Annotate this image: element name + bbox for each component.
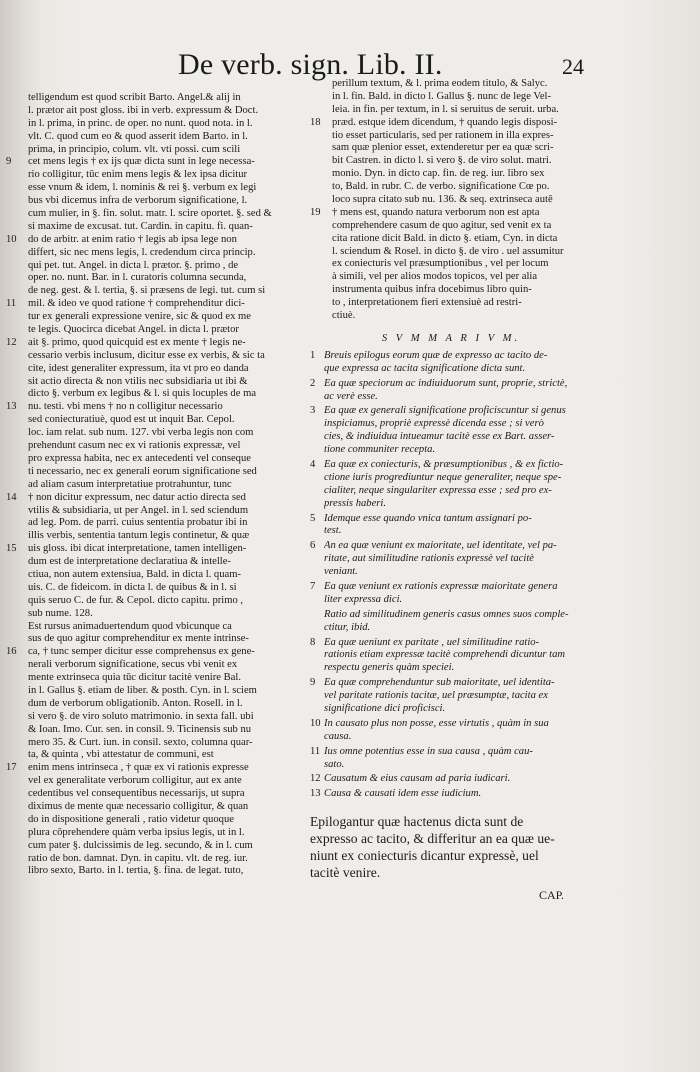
line-text: de neg. gest. & l. tertia, §. si præsens de legi. tut. cum si — [28, 285, 266, 297]
entry-number: 2 — [310, 377, 316, 389]
entry-line: sato. — [324, 758, 345, 770]
line-text: quis seruo C. de fur. & Cepol. dicto capitu. primo , — [28, 594, 244, 606]
summarium-heading: S V M M A R I V M. — [381, 332, 521, 344]
text-line — [6, 221, 308, 234]
text-line — [310, 284, 592, 297]
summarium-entry — [310, 609, 592, 635]
entry-line: rationis etiam expressæ tacitè comprehendi dicuntur tam — [324, 649, 566, 661]
entry-number: 5 — [310, 512, 316, 524]
entry-line: Ius omne potentius esse in sua causa , quàm cau- — [324, 745, 533, 757]
chapter-epilogue — [310, 813, 592, 881]
summarium-list — [310, 350, 592, 801]
line-text: cum pater §. dulcissimis de leg. secundo, & in l. cum — [28, 839, 253, 851]
text-line — [6, 169, 308, 182]
summarium-entry — [310, 513, 592, 539]
text-line — [6, 388, 308, 401]
line-text: pro expressa habita, nec ex antecedenti vel conseque — [28, 452, 251, 464]
margin-number: 9 — [6, 156, 12, 168]
line-text: sus de quo agitur comprehenditur ex mente intrinse- — [28, 633, 249, 645]
margin-number: 16 — [6, 646, 17, 658]
line-text: loco supra citato sub nu. 136. & seq. extrinseca autē — [332, 194, 553, 206]
text-line — [6, 569, 308, 582]
line-text: to, Bald. in rubr. C. de verbo. significatione Cœ po. — [332, 181, 550, 193]
text-line — [6, 556, 308, 569]
text-line — [6, 105, 308, 118]
line-text: tio esset particularis, sed per rationem in illa expres- — [332, 129, 554, 141]
entry-line: In causato plus non posse, esse virtutis , quàm in sua — [324, 717, 549, 729]
summarium-entry — [310, 773, 592, 786]
text-line — [6, 453, 308, 466]
summarium-entry — [310, 677, 592, 716]
line-text: plura cōprehendere quàm verba ipsius legis, ut in l. — [28, 826, 245, 838]
text-line — [6, 543, 308, 556]
line-text: à simili, vel per alios modos topicos, vel per alia — [332, 271, 538, 283]
text-line — [6, 337, 308, 350]
text-line — [310, 297, 592, 310]
line-text: ca, † tunc semper dicitur esse comprehensus ex gene- — [28, 646, 255, 658]
text-line — [6, 840, 308, 853]
text-line — [310, 310, 592, 323]
line-text: uis. C. de fideicom. in dicta l. de quibus & in l. si — [28, 581, 237, 593]
text-line — [6, 479, 308, 492]
text-line — [310, 181, 592, 194]
text-line — [6, 775, 308, 788]
entry-number: 7 — [310, 580, 316, 592]
line-text: ad leg. Pom. de parri. cuius sententia probatur ibi in — [28, 517, 248, 529]
epilogue-line: tacitè venire. — [310, 865, 381, 881]
line-text: differt, sic nec mens legis, l. credendum circa princip. — [28, 246, 256, 258]
entry-line: Ea quæ ex coniecturis, & præsumptionibus , & ex fictio- — [324, 458, 564, 470]
line-text: do de arbitr. at enim ratio † legis ab ipsa lege non — [28, 233, 237, 245]
text-line — [6, 827, 308, 840]
line-text: sub nume. 128. — [28, 607, 93, 619]
line-text: do in dispositione generali , ratio videtur quoque — [28, 813, 234, 825]
line-text: qui pet. tut. Angel. in dicta l. prætor. §. primo , de — [28, 259, 239, 271]
line-text: monio. Dyn. in dicto cap. fin. de reg. iur. libro sex — [332, 168, 545, 180]
entry-line: ac verè esse. — [324, 390, 378, 402]
summarium-entry — [310, 459, 592, 511]
entry-number: 10 — [310, 717, 321, 729]
entry-line: Ea quæ ex generali significatione proficiscuntur si genus — [324, 405, 566, 417]
line-text: sam quæ plenior esset, extenderetur per ea quæ scri- — [332, 142, 554, 154]
entry-line: que expressa ac tacita significatione dicta sunt. — [324, 362, 526, 374]
line-text: & Ioan. Imo. Cur. sen. in consil. 9. Ticinensis sub nu — [28, 723, 252, 735]
line-text: Est rursus animaduertendum quod vbicunque ca — [28, 620, 232, 632]
text-line — [6, 144, 308, 157]
text-line — [6, 505, 308, 518]
text-line — [6, 582, 308, 595]
margin-number: 14 — [6, 491, 17, 503]
line-text: libro sexto, Barto. in l. tertia, §. fina. de legat. tuto, — [28, 865, 244, 877]
text-line — [6, 698, 308, 711]
line-text: si vero §. de viro soluto matrimonio. in sexta fall. ubi — [28, 710, 254, 722]
text-line — [6, 272, 308, 285]
line-text: esse vnum & idem, l. nominis & rei §. verbum ex legi — [28, 182, 257, 194]
margin-number: 15 — [6, 543, 17, 555]
summarium-entry — [310, 540, 592, 579]
line-text: mero 35. & Curt. iun. in consil. sexto, columna quar- — [28, 736, 253, 748]
text-line — [6, 646, 308, 659]
line-text: vlt. C. quod cum eo & quod asserit idem Barto. in l. — [28, 130, 248, 142]
line-text: ta, & quinta , vbi attestatur de communi, est — [28, 749, 214, 761]
text-line — [6, 762, 308, 775]
line-text: † non dicitur expressum, nec datur actio directa sed — [28, 491, 246, 503]
entry-line: significatione dici proficisci. — [324, 702, 446, 714]
margin-number: 11 — [6, 298, 17, 310]
text-line — [310, 168, 592, 181]
line-text: in l. prima, in princ. de oper. no nunt. quod nota. in l. — [28, 117, 253, 129]
summarium-entry — [310, 746, 592, 772]
line-text: perillum textum, & l. prima eodem titulo, & Salyc. — [332, 78, 548, 89]
text-line — [6, 595, 308, 608]
summarium-entry — [310, 718, 592, 744]
epilogue-line: niunt ex coniecturis dicantur expressè, uel — [310, 848, 539, 864]
text-line — [6, 131, 308, 144]
line-text: cet mens legis † ex ijs quæ dicta sunt in lege necessa- — [28, 156, 255, 168]
text-line — [6, 633, 308, 646]
text-line — [310, 104, 592, 117]
text-line — [6, 195, 308, 208]
line-text: cum mulier, in §. fin. solut. matr. l. scire oportet. §. sed & — [28, 208, 272, 220]
line-text: ad aliam casum interpretatiue protrahuntur, tunc — [28, 478, 232, 490]
text-line — [6, 208, 308, 221]
text-line — [6, 324, 308, 337]
entry-number: 12 — [310, 773, 321, 785]
entry-line: tione communiter recepta. — [324, 444, 436, 456]
margin-number: 18 — [310, 116, 321, 128]
line-text: to , interpretationem fieri extensiuè ad restri- — [332, 297, 522, 309]
line-text: ex coniecturis vel præsumptionibus , vel per locum — [332, 258, 549, 270]
text-line — [6, 672, 308, 685]
entry-number: 3 — [310, 405, 316, 417]
summarium-entry — [310, 350, 592, 376]
text-line — [6, 749, 308, 762]
text-line — [310, 91, 592, 104]
margin-number: 19 — [310, 206, 321, 218]
line-text: prehendunt casum nec ex vi rationis expressæ, vel — [28, 440, 241, 452]
line-text: vtilis & subsidiaria, ut per Angel. in l. sed sciendum — [28, 504, 249, 516]
text-line — [6, 801, 308, 814]
line-text: in l. Gallus §. etiam de liber. & posth. Cyn. in l. sciem — [28, 684, 257, 696]
margin-number: 12 — [6, 336, 17, 348]
entry-line: veniant. — [324, 566, 358, 578]
entry-line: Causa & causati idem esse iudicium. — [324, 788, 482, 800]
entry-line: Ea quæ veniunt ex rationis expressæ maioritate genera — [324, 580, 558, 592]
line-text: mente extrinseca quia tūc dicitur tacitè venire Bal. — [28, 672, 241, 684]
line-text: dum est de interpretatione declaratiua & intelle- — [28, 556, 231, 568]
catchword: CAP. — [538, 888, 564, 903]
text-line — [310, 207, 592, 220]
entry-number: 6 — [310, 540, 316, 552]
text-line — [310, 78, 592, 91]
line-text: mil. & ideo ve quod ratione † comprehenditur dici- — [28, 298, 245, 310]
text-line — [310, 194, 592, 207]
entry-line: Ratio ad similitudinem generis casus omnes suos comple- — [324, 608, 569, 620]
margin-number: 10 — [6, 233, 17, 245]
text-line — [6, 621, 308, 634]
entry-line: Ea quæ comprehenduntur sub maioritate, uel identita- — [324, 677, 555, 689]
epilogue-line: Epilogantur quæ hactenus dicta sunt de — [310, 814, 524, 830]
text-line — [6, 285, 308, 298]
line-text: præd. estque idem dicendum, † quando legis disposi- — [332, 116, 558, 128]
entry-line: ritate, aut similitudine rationis expressè vel tacitè — [324, 553, 534, 565]
text-line — [6, 363, 308, 376]
text-line — [310, 271, 592, 284]
text-line — [6, 659, 308, 672]
line-text: bit Castren. in dicto l. si vero §. de viro solut. matri. — [332, 155, 552, 167]
line-text: cedentibus vel consequentibus necessarijs, ut supra — [28, 788, 245, 800]
entry-line: Breuis epilogus eorum quæ de expresso ac tacito de- — [324, 349, 548, 361]
entry-line: Ea quæ speciorum ac indiuiduorum sunt, proprie, strictè, — [324, 377, 568, 389]
text-line — [6, 492, 308, 505]
entry-number: 9 — [310, 677, 316, 689]
text-line — [6, 685, 308, 698]
line-text: tur ex generali expressione venire, sic & quod ex me — [28, 311, 251, 323]
line-text: dum de verborum obligationib. Anton. Rosell. in l. — [28, 697, 243, 709]
text-line — [310, 142, 592, 155]
text-line — [6, 530, 308, 543]
line-text: l. prætor ait post gloss. ibi in verb. expressum & Doct. — [28, 104, 259, 116]
entry-line: An ea quæ veniunt ex maioritate, uel identitate, vel pa- — [324, 540, 557, 552]
line-text: ratio de bon. damnat. Dyn. in capitu. vlt. de reg. iur. — [28, 852, 248, 864]
entry-line: respectu generis quàm speciei. — [324, 662, 455, 674]
line-text: cita ratione dicit Bald. in dicto §. etiam, Cyn. in dicta — [332, 232, 558, 244]
line-text: instrumenta quibus infra docebimus libro quin- — [332, 284, 532, 296]
line-text: loc. iam relat. sub num. 127. vbi verba legis non com — [28, 427, 254, 439]
line-text: prima, in principio, colum. vlt. vti possi. cum scili — [28, 143, 241, 155]
running-title: De verb. sign. Lib. II. — [178, 48, 443, 81]
line-text: nerali verborum significatione, secus vbi venit ex — [28, 659, 238, 671]
text-line — [6, 711, 308, 724]
left-column — [6, 92, 308, 878]
text-line — [6, 118, 308, 131]
margin-number: 13 — [6, 401, 17, 413]
line-text: † mens est, quando natura verborum non est apta — [332, 206, 540, 218]
margin-number: 17 — [6, 762, 17, 774]
text-line — [6, 853, 308, 866]
entry-number: 11 — [310, 745, 321, 757]
entry-line: cialiter, neque singulariter expressa esse ; sed pro ex- — [324, 484, 552, 496]
text-line — [6, 814, 308, 827]
summarium-entry — [310, 637, 592, 676]
entry-line: vel paritate rationis tacitæ, uel præsumptæ, tacita ex — [324, 690, 548, 702]
summarium-entry — [310, 581, 592, 607]
line-text: in l. fin. Bald. in dicto l. Gallus §. nunc de lege Vel- — [332, 90, 551, 102]
line-text: cessario verbis inclusum, dicitur esse ex verbis, & sic ta — [28, 349, 265, 361]
line-text: si maxime de excusat. tut. Cardin. in capitu. fi. quan- — [28, 220, 253, 232]
entry-line: Causatum & eius causam ad paria iudicari. — [324, 773, 511, 785]
line-text: bus vbi dicemus infra de verborum significatione, l. — [28, 195, 248, 207]
text-line — [6, 350, 308, 363]
text-line — [310, 233, 592, 246]
text-line — [6, 737, 308, 750]
line-text: ti necessario, nec ex generali eorum significatione sed — [28, 465, 257, 477]
text-line — [6, 608, 308, 621]
right-column-text — [310, 78, 592, 323]
text-line — [6, 234, 308, 247]
page-number: 24 — [562, 54, 584, 79]
summarium-entry — [310, 788, 592, 801]
text-line — [6, 724, 308, 737]
line-text: diximus de mente quæ necessario colligitur, & quan — [28, 800, 249, 812]
line-text: te legis. Quocirca dicebat Angel. in dicta l. prætor — [28, 324, 239, 336]
line-text: ctiua, non autem extensiua, Bald. in dicta l. quam- — [28, 568, 241, 580]
line-text: sit actio directa & non vtilis nec subsidiaria ut ibi & — [28, 375, 248, 387]
text-line — [6, 376, 308, 389]
text-line — [6, 401, 308, 414]
line-text: enim mens intrinseca , † quæ ex vi rationis expresse — [28, 762, 249, 774]
text-line — [6, 156, 308, 169]
entry-line: inspiciamus, propriè expressè dicenda esse ; si verò — [324, 418, 544, 430]
line-text: l. sciendum & Rosel. in dicto §. de viro . uel assumitur — [332, 245, 564, 257]
text-line — [6, 260, 308, 273]
line-text: rio colligitur, tūc enim mens legis & lex ipsa dicitur — [28, 169, 248, 181]
line-text: comprehendere casum de quo agitur, sed venit ex ta — [332, 219, 552, 231]
text-line — [6, 247, 308, 260]
text-line — [310, 258, 592, 271]
entry-line: cies, & indiuidua intueamur tacitè esse ex Bart. asser- — [324, 431, 555, 443]
text-line — [6, 466, 308, 479]
text-line — [310, 130, 592, 143]
line-text: uis gloss. ibi dicat interpretatione, tamen intelligen- — [28, 543, 247, 555]
summarium-entry — [310, 405, 592, 457]
text-line — [6, 182, 308, 195]
text-line — [6, 92, 308, 105]
line-text: ait §. primo, quod quicquid est ex mente † legis ne- — [28, 336, 246, 348]
line-text: dicto §. verbum ex legibus & l. si quis locuples de ma — [28, 388, 257, 400]
text-line — [6, 788, 308, 801]
text-line — [6, 414, 308, 427]
text-line — [310, 220, 592, 233]
entry-number: 8 — [310, 636, 316, 648]
line-text: telligendum est quod scribit Barto. Angel.& alij in — [28, 92, 241, 103]
text-line — [6, 427, 308, 440]
entry-line: ctitur, ibid. — [324, 621, 371, 633]
text-line — [6, 865, 308, 878]
line-text: oper. no. nunt. Bar. in l. curatoris columna secunda, — [28, 272, 247, 284]
line-text: cite, idest generaliter expressum, ita vt pro eo danda — [28, 362, 249, 374]
right-column — [310, 78, 592, 902]
text-line — [6, 298, 308, 311]
text-line — [6, 517, 308, 530]
entry-line: liter expressa dici. — [324, 593, 403, 605]
text-line — [310, 155, 592, 168]
line-text: nu. testi. vbi mens † no n colligitur necessario — [28, 401, 223, 413]
entry-line: pressis haberi. — [324, 497, 386, 509]
epilogue-line: expresso ac tacito, & differitur an ea quæ ue- — [310, 831, 555, 847]
text-line — [310, 246, 592, 259]
entry-number: 13 — [310, 788, 321, 800]
line-text: illis verbis, sententia tantum legis continetur, & quæ — [28, 530, 250, 542]
entry-line: causa. — [324, 730, 352, 742]
entry-line: Idemque esse quando vnica tantum assignari po- — [324, 512, 532, 524]
entry-line: ctione iuris progrediuntur neque generaliter, neque spe- — [324, 471, 562, 483]
line-text: leia. in fin. per textum, in l. si seruitus de seruit. urba. — [332, 103, 559, 115]
entry-line: test. — [324, 525, 342, 537]
line-text: ctiuè. — [332, 310, 356, 322]
summarium-entry — [310, 378, 592, 404]
line-text: sed coniecturatiuè, quod est ut inquit Bar. Cepol. — [28, 414, 235, 426]
text-line — [6, 440, 308, 453]
entry-number: 4 — [310, 458, 316, 470]
entry-number: 1 — [310, 349, 316, 361]
text-line — [6, 311, 308, 324]
text-line — [310, 117, 592, 130]
entry-line: Ea quæ ueniunt ex paritate , uel similitudine ratio- — [324, 636, 540, 648]
line-text: vel ex generalitate verborum colligitur, aut ex ante — [28, 775, 242, 787]
